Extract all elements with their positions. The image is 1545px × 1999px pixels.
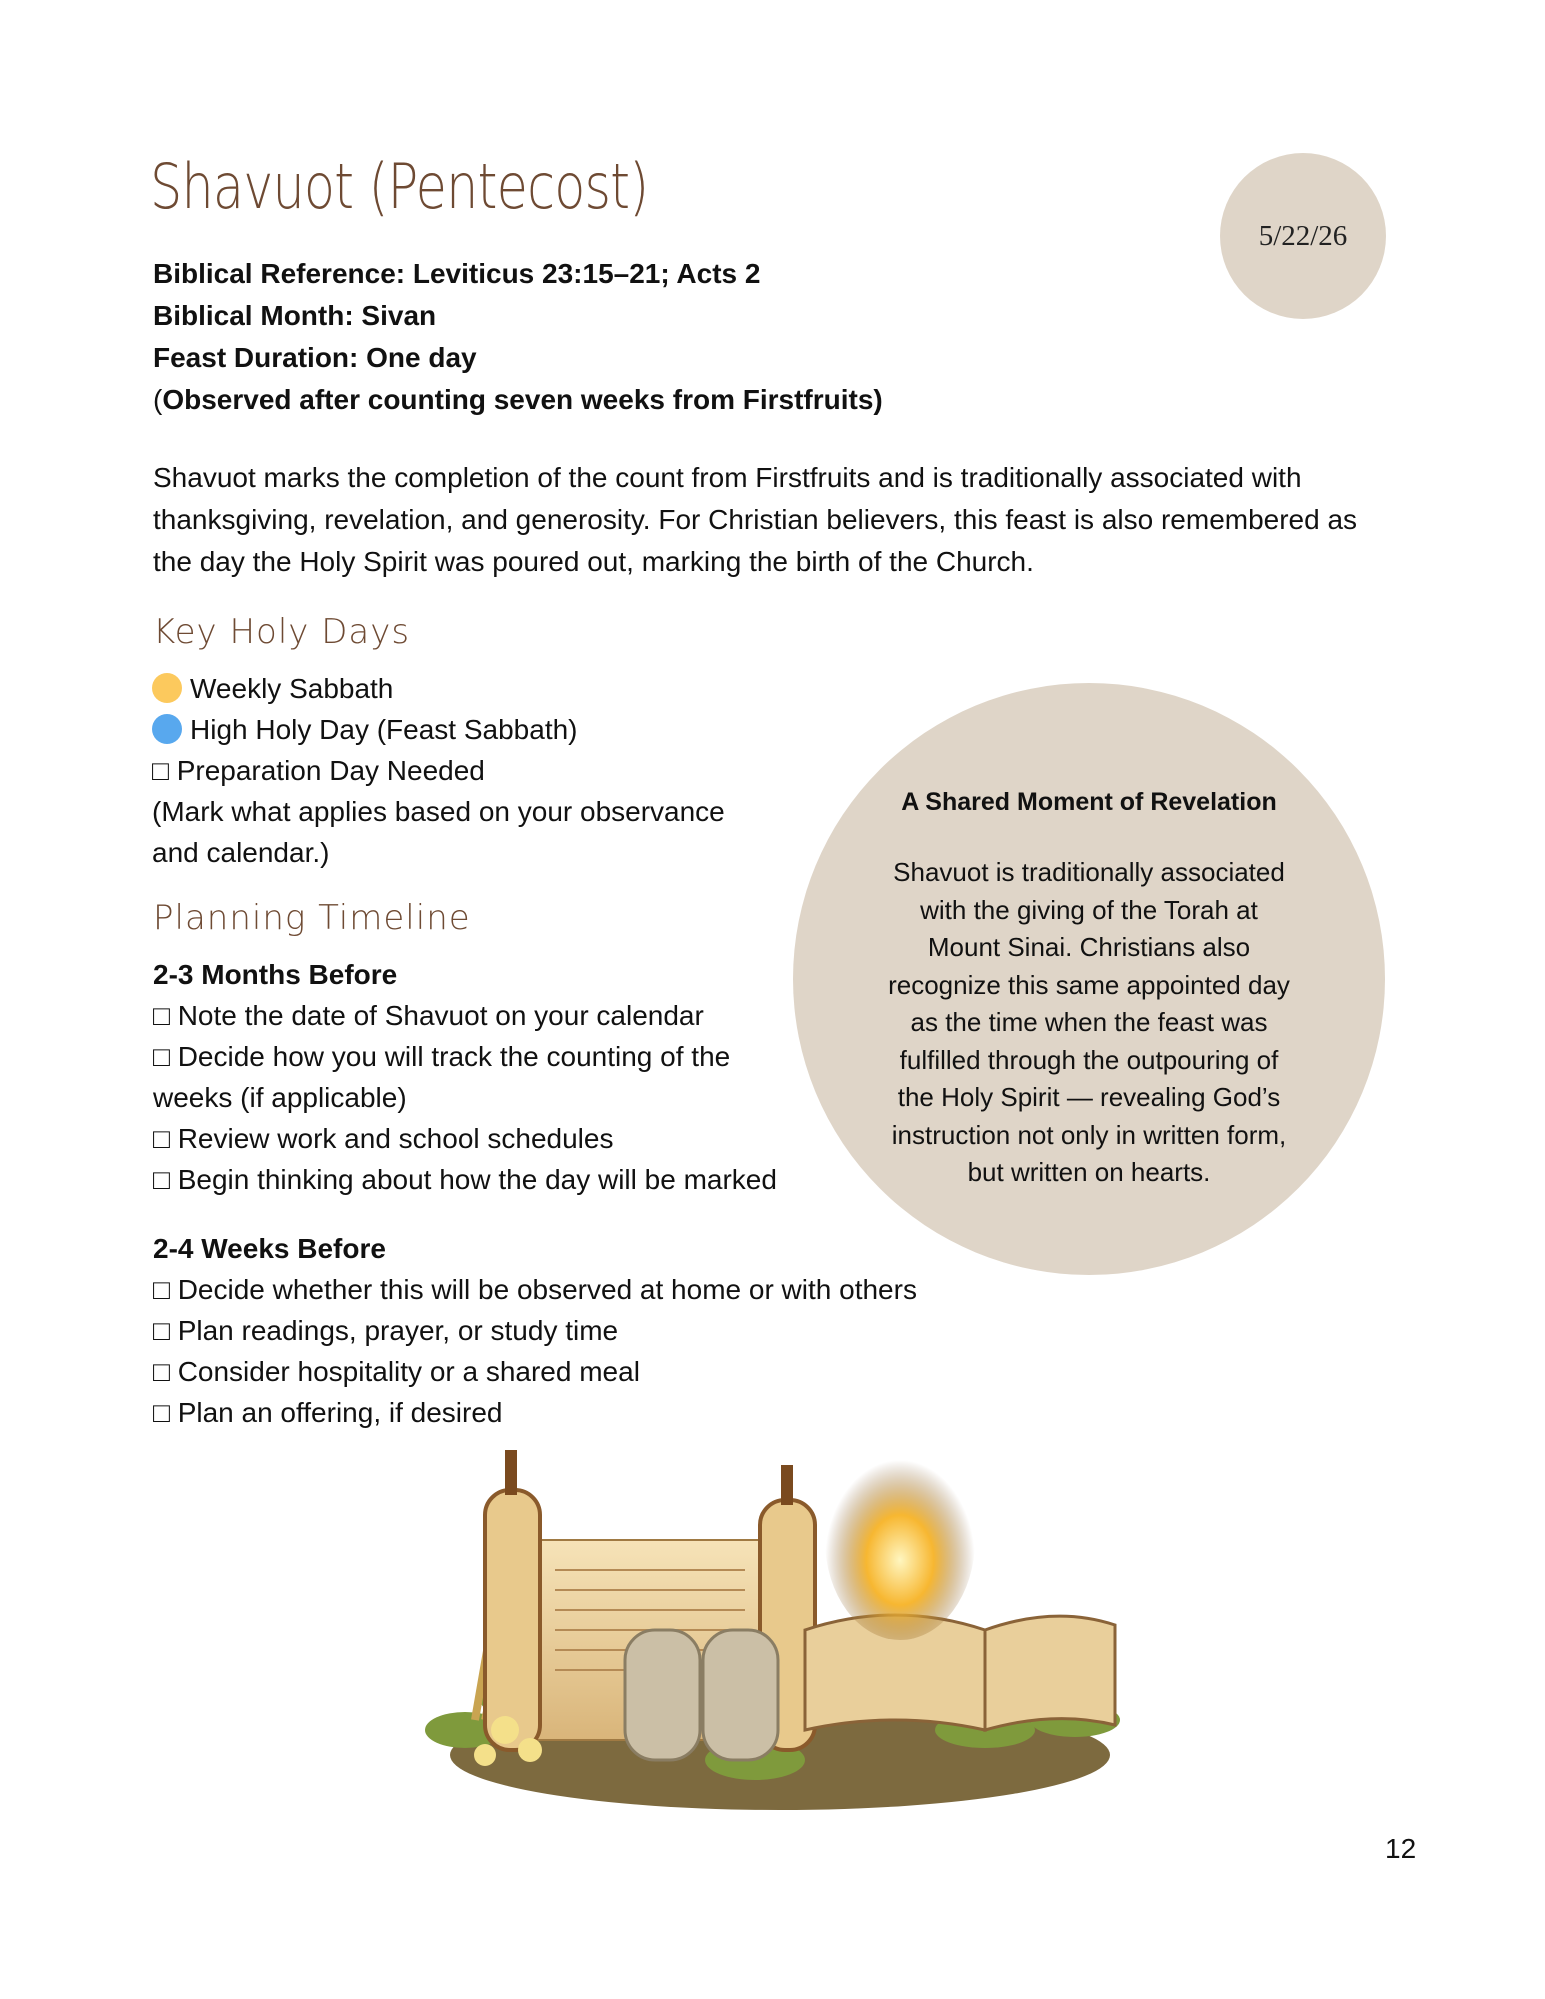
checklist-item[interactable]: □ Note the date of Shavuot on your calendar — [153, 1000, 704, 1031]
revelation-text — [873, 854, 1305, 1192]
blue-circle-icon — [152, 714, 182, 744]
revelation-line: instruction not only in written form, — [891, 1119, 1287, 1150]
checklist-item[interactable]: □ Plan an offering, if desired — [153, 1397, 503, 1428]
revelation-line: as the time when the feast was — [910, 1007, 1268, 1037]
stone-tablet-right — [703, 1630, 778, 1760]
checklist-item[interactable]: □ Consider hospitality or a shared meal — [153, 1356, 640, 1387]
key-holy-days-list — [152, 668, 725, 873]
observance-paren: ( — [153, 384, 163, 415]
revelation-heading: A Shared Moment of Revelation — [901, 788, 1277, 816]
checklist-item[interactable]: □ Decide whether this will be observed at home or with others — [153, 1274, 917, 1305]
intro-paragraph: Shavuot marks the completion of the count from Firstfruits and is traditionally associated with thanksgiving, revelation, and generosity. For Christian believers, this feast is also remembered as the day the Holy Spirit was poured out, marking the birth of the Church. — [153, 462, 1358, 577]
checklist-item[interactable]: □ Begin thinking about how the day will be marked — [153, 1164, 777, 1195]
date-text: 5/22/26 — [1258, 219, 1348, 252]
torah-scroll-illustration — [425, 1430, 1135, 1820]
biblical-month: Biblical Month: Sivan — [153, 300, 437, 331]
checklist-item[interactable]: □ Plan readings, prayer, or study time — [153, 1315, 619, 1346]
page-number: 12 — [1385, 1833, 1417, 1864]
scroll-handle-left — [505, 1450, 517, 1495]
observance-hint-line1: (Mark what applies based on your observance — [152, 796, 725, 827]
legend-label: Weekly Sabbath — [190, 673, 394, 704]
key-holy-days-heading: Key Holy Days — [153, 612, 411, 652]
biblical-reference: Biblical Reference: Leviticus 23:15–21; Acts 2 — [153, 258, 761, 289]
feast-meta — [153, 253, 883, 421]
revelation-callout — [793, 683, 1385, 1275]
feast-duration: Feast Duration: One day — [153, 342, 477, 373]
revelation-line: Shavuot is traditionally associated — [893, 857, 1285, 887]
date-badge — [1220, 153, 1386, 319]
legend-weekly-sabbath — [152, 668, 725, 709]
months-before-section — [153, 954, 777, 1200]
flame-icon — [825, 1440, 975, 1640]
checklist-item[interactable]: □ Review work and school schedules — [153, 1123, 614, 1154]
revelation-line: but written on hearts. — [967, 1157, 1211, 1187]
yellow-circle-icon — [152, 673, 182, 703]
scroll-left-roller — [485, 1490, 540, 1750]
preparation-day-checkbox[interactable]: □ Preparation Day Needed — [152, 755, 485, 786]
observance-note — [153, 379, 883, 421]
revelation-line: Mount Sinai. Christians also — [927, 932, 1251, 962]
observance-text: Observed after counting seven weeks from Firstfruits) — [162, 384, 883, 415]
revelation-line: recognize this same appointed day — [888, 969, 1290, 1000]
legend-high-holy-day — [152, 709, 725, 750]
weeks-before-heading: 2-4 Weeks Before — [153, 1233, 386, 1264]
checklist-item[interactable]: □ Decide how you will track the counting of the — [153, 1041, 731, 1072]
scroll-handle-right — [781, 1465, 793, 1505]
legend-label: High Holy Day (Feast Sabbath) — [190, 714, 578, 745]
checklist-item-continued: weeks (if applicable) — [153, 1082, 407, 1113]
open-book — [805, 1615, 1115, 1730]
revelation-line: fulfilled through the outpouring of — [899, 1044, 1279, 1075]
revelation-line: the Holy Spirit — revealing God’s — [897, 1082, 1281, 1112]
planning-timeline-heading: Planning Timeline — [153, 898, 471, 938]
revelation-line: with the giving of the Torah at — [920, 894, 1258, 925]
stone-tablet-left — [625, 1630, 700, 1760]
observance-hint-line2: and calendar.) — [152, 837, 330, 868]
page-title: Shavuot (Pentecost) — [150, 150, 649, 223]
weeks-before-section — [153, 1228, 917, 1433]
months-before-heading: 2-3 Months Before — [153, 959, 398, 990]
